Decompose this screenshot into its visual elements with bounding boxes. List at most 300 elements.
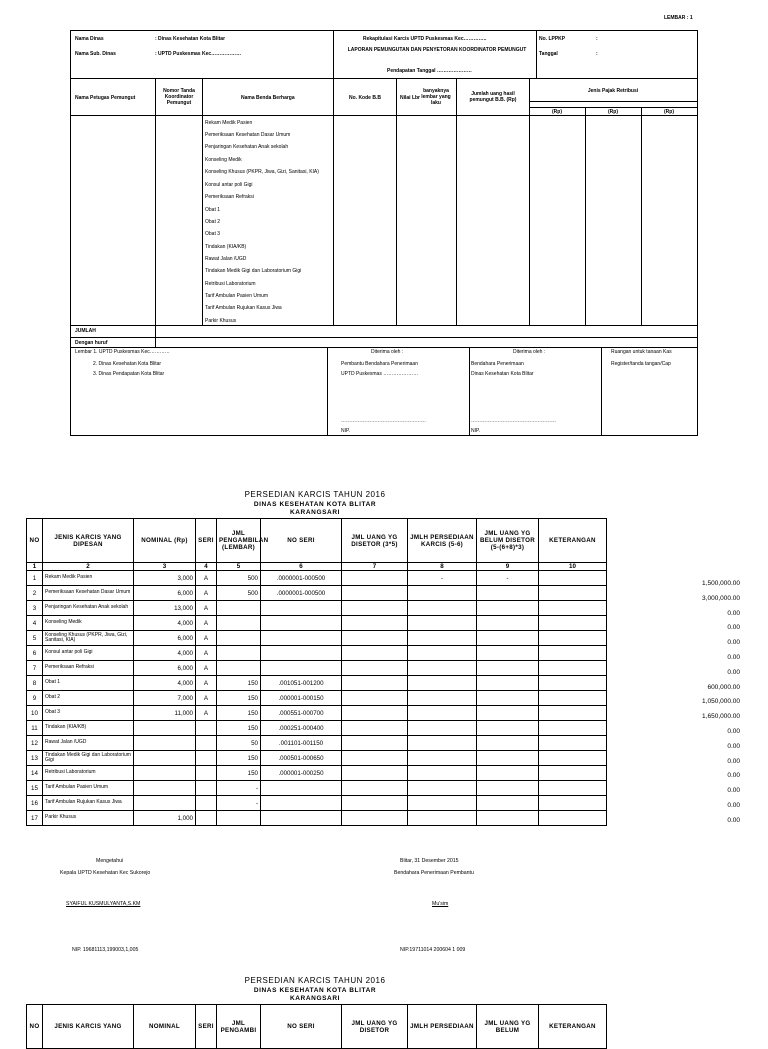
form-item: Penjaringan Kesehatan Anak sekolah bbox=[205, 144, 289, 150]
nip-bendahara: NIP.19711014 200604 1 009 bbox=[400, 947, 466, 953]
row-jenis: Tindakan Medik Gigi dan Laboratorium Gigi bbox=[43, 751, 134, 766]
row-setor bbox=[342, 571, 408, 586]
row-nominal: 13,000 bbox=[134, 601, 196, 616]
idx-cell: 2 bbox=[43, 563, 134, 571]
th2-jml: JML PENGAMBI bbox=[217, 1005, 261, 1049]
row-jml: 500 bbox=[217, 571, 261, 586]
form-item: Pemeriksaan Refraksi bbox=[205, 194, 254, 200]
row-jml bbox=[217, 661, 261, 676]
row-jenis: Obat 1 bbox=[43, 676, 134, 691]
row-jenis: Pemeriksaan Kesehatan Dasar Umum bbox=[43, 586, 134, 601]
table-row bbox=[27, 736, 607, 751]
external-amount: 0.00 bbox=[727, 816, 740, 824]
row-jml bbox=[217, 631, 261, 646]
form-item: Tarif Ambulan Pasien Umum bbox=[205, 293, 269, 299]
external-amount: 1,050,000.00 bbox=[702, 698, 740, 706]
row-no: 7 bbox=[27, 661, 43, 676]
uptd-puskesmas: UPTD Puskesmas ………………… bbox=[341, 371, 419, 377]
row-persediaan bbox=[408, 631, 477, 646]
external-amount: 0.00 bbox=[727, 668, 740, 676]
th-jenis: JENIS KARCIS YANG DIPESAN bbox=[43, 519, 134, 563]
th2-seri: SERI bbox=[196, 1005, 217, 1049]
row-jml: 150 bbox=[217, 691, 261, 706]
col-rp-3: (Rp) bbox=[664, 109, 674, 115]
form-item: Konsul antar poli Gigi bbox=[205, 182, 253, 188]
row-seri bbox=[196, 736, 217, 751]
row-jenis: Obat 3 bbox=[43, 706, 134, 721]
row-jml: 150 bbox=[217, 706, 261, 721]
col-rp-2: (Rp) bbox=[608, 109, 618, 115]
row-jenis: Obat 2 bbox=[43, 691, 134, 706]
table-row bbox=[27, 661, 607, 676]
nama-sub-dinas-value: : UPTD Puskesmas Kec……………… bbox=[155, 51, 242, 57]
pemungutan-form bbox=[70, 30, 698, 436]
row-noseri bbox=[261, 616, 342, 631]
form-item: Obat 1 bbox=[205, 207, 221, 213]
row-noseri bbox=[261, 646, 342, 661]
th-keterangan: KETERANGAN bbox=[539, 519, 607, 563]
row-nominal bbox=[134, 766, 196, 781]
row-jenis: Retribusi Laboratorium bbox=[43, 766, 134, 781]
th-no: NO bbox=[27, 519, 43, 563]
row-no: 3 bbox=[27, 601, 43, 616]
inventory2-subtitle-2: KARANGSARI bbox=[289, 995, 341, 1002]
row-nominal: 4,000 bbox=[134, 676, 196, 691]
row-setor bbox=[342, 736, 408, 751]
row-nominal bbox=[134, 781, 196, 796]
row-no: 2 bbox=[27, 586, 43, 601]
row-seri: A bbox=[196, 616, 217, 631]
row-keterangan bbox=[539, 631, 607, 646]
inventory2-title: PERSEDIAN KARCIS TAHUN 2016 bbox=[244, 976, 386, 985]
form-item: Obat 2 bbox=[205, 219, 221, 225]
row-jenis: Tarif Ambulan Rujukan Kasus Jiwa bbox=[43, 796, 134, 811]
dotline-2: …………………………………………… bbox=[471, 418, 556, 424]
inventory-subtitle-2: KARANGSARI bbox=[289, 509, 341, 516]
row-seri: A bbox=[196, 631, 217, 646]
row-seri: A bbox=[196, 601, 217, 616]
nama-sub-dinas-label: Nama Sub. Dinas bbox=[75, 51, 116, 57]
row-noseri bbox=[261, 661, 342, 676]
row-nominal: 6,000 bbox=[134, 586, 196, 601]
th2-no-seri: NO SERI bbox=[261, 1005, 342, 1049]
external-amount: 0.00 bbox=[727, 787, 740, 795]
nip-1: NIP. bbox=[341, 428, 351, 434]
row-jml bbox=[217, 646, 261, 661]
form-item: Tindakan (KIA/KB) bbox=[205, 244, 247, 250]
row-nominal bbox=[134, 796, 196, 811]
idx-cell: 5 bbox=[217, 563, 261, 571]
nip-kepala: NIP. 19681113,199003,1,005 bbox=[72, 947, 139, 953]
pembantu-bendahara: Pembantu Bendahara Penerimaan bbox=[341, 361, 418, 367]
form-item: Obat 3 bbox=[205, 231, 221, 237]
col-jumlah: Jumlah uang hasil pemungut B.B. (Rp) bbox=[469, 91, 517, 103]
row-belum bbox=[477, 736, 539, 751]
row-nominal: 6,000 bbox=[134, 631, 196, 646]
row-no: 6 bbox=[27, 646, 43, 661]
external-amount: 0.00 bbox=[727, 742, 740, 750]
th-jml-pengambilan: JML PENGAMBILAN (LEMBAR) bbox=[217, 519, 261, 563]
row-persediaan bbox=[408, 781, 477, 796]
row-belum bbox=[477, 601, 539, 616]
dotline-1: …………………………………………… bbox=[341, 418, 426, 424]
th2-persediaan: JMLH PERSEDIAAN bbox=[408, 1005, 477, 1049]
th-no-seri: NO SERI bbox=[261, 519, 342, 563]
diterima-oleh-2: Diterima oleh : bbox=[513, 349, 546, 355]
tanggal-ttd: Blitar, 31 Desember 2015 bbox=[400, 858, 459, 864]
external-amount: 0.00 bbox=[727, 639, 740, 647]
row-no: 8 bbox=[27, 676, 43, 691]
no-lppkp-label: No. LPPKP bbox=[539, 36, 566, 42]
row-belum bbox=[477, 616, 539, 631]
idx-cell: 6 bbox=[261, 563, 342, 571]
row-keterangan bbox=[539, 751, 607, 766]
row-jml: 150 bbox=[217, 721, 261, 736]
row-keterangan bbox=[539, 586, 607, 601]
th-nominal: NOMINAL (Rp) bbox=[134, 519, 196, 563]
row-jenis: Rekam Medik Pasien bbox=[43, 571, 134, 586]
inventory2-table bbox=[26, 1004, 607, 1049]
row-setor bbox=[342, 691, 408, 706]
table-row bbox=[27, 601, 607, 616]
external-amount: 0.00 bbox=[727, 728, 740, 735]
row-persediaan bbox=[408, 691, 477, 706]
row-noseri bbox=[261, 811, 342, 826]
row-setor bbox=[342, 676, 408, 691]
diterima-oleh-1: Diterima oleh : bbox=[371, 349, 404, 355]
row-persediaan bbox=[408, 721, 477, 736]
lembar-3: 3. Dinas Pendapatan Kota Blitar bbox=[93, 371, 165, 377]
row-persediaan bbox=[408, 751, 477, 766]
row-setor bbox=[342, 796, 408, 811]
col-nama-benda: Nama Benda Berharga bbox=[241, 95, 295, 101]
row-jenis: Rawat Jalan /UGD bbox=[43, 736, 134, 751]
row-nominal: 1,000 bbox=[134, 811, 196, 826]
row-jenis: Tarif Ambulan Pasien Umum bbox=[43, 781, 134, 796]
row-keterangan bbox=[539, 691, 607, 706]
bendahara-penerimaan: Bendahara Penerimaan bbox=[471, 361, 524, 367]
th2-no: NO bbox=[27, 1005, 43, 1049]
row-noseri bbox=[261, 796, 342, 811]
row-persediaan bbox=[408, 676, 477, 691]
row-keterangan bbox=[539, 616, 607, 631]
col-banyaknya: banyaknya lembar yang laku bbox=[421, 88, 451, 106]
form-item: Rekam Medik Pasien bbox=[205, 120, 253, 126]
row-seri: A bbox=[196, 691, 217, 706]
th2-disetor: JML UANG YG DISETOR bbox=[342, 1005, 408, 1049]
register-cap: Register/tanda tangan/Cap bbox=[611, 361, 671, 367]
row-keterangan bbox=[539, 676, 607, 691]
row-no: 15 bbox=[27, 781, 43, 796]
row-setor bbox=[342, 721, 408, 736]
row-setor bbox=[342, 661, 408, 676]
col-jenis-pajak: Jenis Pajak Retribusi bbox=[587, 88, 639, 94]
row-keterangan bbox=[539, 796, 607, 811]
col-rp-1: (Rp) bbox=[552, 109, 562, 115]
dengan-huruf-label: Dengan huruf bbox=[75, 340, 108, 346]
row-jml bbox=[217, 616, 261, 631]
table-row bbox=[27, 646, 607, 661]
bendahara-pembantu: Bendahara Penerimaan Pembantu bbox=[394, 870, 474, 876]
row-jml bbox=[217, 811, 261, 826]
row-noseri: .001101-001150 bbox=[261, 736, 342, 751]
row-noseri: .000501-000650 bbox=[261, 751, 342, 766]
external-amount: 1,500,000.00 bbox=[702, 580, 740, 587]
row-keterangan bbox=[539, 721, 607, 736]
row-nominal bbox=[134, 751, 196, 766]
idx-cell: 3 bbox=[134, 563, 196, 571]
row-belum bbox=[477, 811, 539, 826]
idx-cell: 7 bbox=[342, 563, 408, 571]
row-setor bbox=[342, 586, 408, 601]
lembar-2: 2. Dinas Kesehatan Kota Blitar bbox=[93, 361, 162, 367]
row-belum bbox=[477, 796, 539, 811]
idx-cell: 1 bbox=[27, 563, 43, 571]
row-belum bbox=[477, 691, 539, 706]
row-no: 5 bbox=[27, 631, 43, 646]
row-persediaan bbox=[408, 706, 477, 721]
row-no: 11 bbox=[27, 721, 43, 736]
form-item: Tarif Ambulan Rujukan Kasus Jiwa bbox=[205, 305, 282, 311]
row-seri bbox=[196, 781, 217, 796]
inventory2-subtitle-1: DINAS KESEHATAN KOTA BLITAR bbox=[253, 987, 377, 994]
external-amount: 0.00 bbox=[727, 624, 740, 632]
th-seri: SERI bbox=[196, 519, 217, 563]
row-no: 17 bbox=[27, 811, 43, 826]
row-noseri: .0000001-000500 bbox=[261, 571, 342, 586]
row-keterangan bbox=[539, 811, 607, 826]
row-seri: A bbox=[196, 676, 217, 691]
external-amount: 0.00 bbox=[727, 609, 740, 617]
th-belum-disetor: JML UANG YG BELUM DISETOR (5-(6+8)*3) bbox=[477, 519, 539, 563]
row-jenis: Pemeriksaan Refraksi bbox=[43, 661, 134, 676]
row-no: 16 bbox=[27, 796, 43, 811]
nip-2: NIP. bbox=[471, 428, 481, 434]
row-jenis: Konseling Khusus (PKPR, Jiwa, Gizi, Sanitasi, KIA) bbox=[43, 631, 134, 646]
row-persediaan bbox=[408, 766, 477, 781]
table-row bbox=[27, 676, 607, 691]
row-persediaan bbox=[408, 811, 477, 826]
pendapatan-tanggal: Pendapatan Tanggal ………………… bbox=[387, 68, 472, 74]
row-seri: A bbox=[196, 706, 217, 721]
row-seri bbox=[196, 751, 217, 766]
form-item: Rawat Jalan /UGD bbox=[205, 256, 247, 262]
row-setor bbox=[342, 631, 408, 646]
row-jml: 500 bbox=[217, 586, 261, 601]
table-row bbox=[27, 571, 607, 586]
row-belum bbox=[477, 781, 539, 796]
row-noseri bbox=[261, 631, 342, 646]
tanggal-label: Tanggal bbox=[539, 51, 558, 57]
row-belum bbox=[477, 676, 539, 691]
row-jenis: Parkir Khusus bbox=[43, 811, 134, 826]
nama-dinas-value: : Dinas Kesehatan Kota Blitar bbox=[155, 36, 226, 42]
row-belum bbox=[477, 631, 539, 646]
row-keterangan bbox=[539, 571, 607, 586]
row-persediaan bbox=[408, 586, 477, 601]
jumlah-label: JUMLAH bbox=[75, 328, 96, 334]
row-jml bbox=[217, 601, 261, 616]
inventory-table bbox=[26, 518, 607, 826]
row-persediaan bbox=[408, 736, 477, 751]
row-seri: A bbox=[196, 646, 217, 661]
row-jenis: Konsul antar poli Gigi bbox=[43, 646, 134, 661]
row-noseri: .000251-000400 bbox=[261, 721, 342, 736]
row-belum bbox=[477, 646, 539, 661]
row-jml: - bbox=[217, 781, 261, 796]
th2-keterangan: KETERANGAN bbox=[539, 1005, 607, 1049]
kepala-uptd: Kepala UPTD Kesehatan Kec Sukorejo bbox=[60, 870, 151, 876]
row-setor bbox=[342, 646, 408, 661]
row-jenis: Konseling Medik bbox=[43, 616, 134, 631]
row-jml: 50 bbox=[217, 736, 261, 751]
row-noseri: .001051-001200 bbox=[261, 676, 342, 691]
row-nominal bbox=[134, 721, 196, 736]
nama-dinas-label: Nama Dinas bbox=[75, 36, 104, 42]
row-belum bbox=[477, 766, 539, 781]
row-noseri: .0000001-000500 bbox=[261, 586, 342, 601]
ruangan-kas: Ruangan untuk tanaan Kas bbox=[611, 349, 672, 355]
row-nominal: 6,000 bbox=[134, 661, 196, 676]
row-jml: 150 bbox=[217, 766, 261, 781]
col-nama-petugas: Nama Petugas Pemungut bbox=[75, 95, 136, 101]
col-nilai: Nilai Lbr bbox=[400, 95, 421, 101]
row-no: 13 bbox=[27, 751, 43, 766]
row-nominal bbox=[134, 736, 196, 751]
row-jenis: Tindakan (KIA/KB) bbox=[43, 721, 134, 736]
row-seri bbox=[196, 766, 217, 781]
no-lppkp-colon: : bbox=[596, 36, 598, 42]
row-belum bbox=[477, 751, 539, 766]
row-noseri bbox=[261, 601, 342, 616]
external-amount: 3,000,000.00 bbox=[702, 594, 740, 602]
form-item: Parkir Khusus bbox=[205, 318, 237, 324]
row-setor bbox=[342, 751, 408, 766]
dinkes-kota: Dinas Kesehatan Kota Blitar bbox=[471, 371, 534, 377]
inventory-rows bbox=[27, 571, 607, 826]
row-belum: - bbox=[477, 571, 539, 586]
th2-jenis: JENIS KARCIS YANG bbox=[43, 1005, 134, 1049]
row-seri bbox=[196, 721, 217, 736]
row-keterangan bbox=[539, 706, 607, 721]
table-row bbox=[27, 706, 607, 721]
table-row bbox=[27, 796, 607, 811]
row-belum bbox=[477, 661, 539, 676]
form-item: Konseling Medik bbox=[205, 157, 242, 163]
external-amount: 0.00 bbox=[727, 757, 740, 765]
row-persediaan bbox=[408, 616, 477, 631]
table-row bbox=[27, 616, 607, 631]
th-jml-disetor: JML UANG YG DISETOR (3*5) bbox=[342, 519, 408, 563]
row-persediaan bbox=[408, 601, 477, 616]
external-amount: 0.00 bbox=[727, 654, 740, 661]
col-no-kode: No. Kode B.B bbox=[349, 95, 381, 101]
laporan-title: LAPORAN PEMUNGUTAN DAN PENYETORAN KOORDINATOR PEMUNGUT bbox=[347, 47, 527, 53]
th2-belum: JML UANG YG BELUM bbox=[477, 1005, 539, 1049]
row-keterangan bbox=[539, 781, 607, 796]
table-row bbox=[27, 631, 607, 646]
nama-kepala: SYAIFUL KUSMULYANTA,S.KM bbox=[66, 901, 141, 907]
row-keterangan bbox=[539, 646, 607, 661]
lembar-1: Lembar 1. UPTD Puskesmas Kec………… bbox=[75, 349, 170, 355]
row-jenis: Penjaringan Kesehatan Anak sekolah bbox=[43, 601, 134, 616]
external-amount: 600,000.00 bbox=[707, 683, 740, 691]
row-seri bbox=[196, 796, 217, 811]
table-row bbox=[27, 721, 607, 736]
form-item: Retribusi Laboratorium bbox=[205, 281, 256, 287]
idx-cell: 10 bbox=[539, 563, 607, 571]
col-nomor-tanda: Nomor Tanda Koordinator Pemungut bbox=[163, 88, 195, 106]
row-noseri bbox=[261, 781, 342, 796]
row-no: 4 bbox=[27, 616, 43, 631]
row-setor bbox=[342, 616, 408, 631]
row-nominal: 7,000 bbox=[134, 691, 196, 706]
row-keterangan bbox=[539, 661, 607, 676]
row-persediaan bbox=[408, 646, 477, 661]
row-nominal: 4,000 bbox=[134, 616, 196, 631]
th-persediaan: JMLH PERSEDIAAN KARCIS (5-6) bbox=[408, 519, 477, 563]
row-nominal: 11,000 bbox=[134, 706, 196, 721]
row-nominal: 4,000 bbox=[134, 646, 196, 661]
row-no: 14 bbox=[27, 766, 43, 781]
external-amount: 0.00 bbox=[727, 772, 740, 780]
row-seri: A bbox=[196, 571, 217, 586]
page-label: LEMBAR : 1 bbox=[664, 15, 693, 21]
row-jml: 150 bbox=[217, 676, 261, 691]
row-nominal: 3,000 bbox=[134, 571, 196, 586]
table-row bbox=[27, 781, 607, 796]
row-keterangan bbox=[539, 766, 607, 781]
row-no: 10 bbox=[27, 706, 43, 721]
idx-cell: 9 bbox=[477, 563, 539, 571]
table-row bbox=[27, 751, 607, 766]
row-persediaan bbox=[408, 796, 477, 811]
external-amount: 1,650,000.00 bbox=[702, 713, 740, 721]
row-setor bbox=[342, 706, 408, 721]
th2-nominal: NOMINAL bbox=[134, 1005, 196, 1049]
row-keterangan bbox=[539, 601, 607, 616]
idx-cell: 4 bbox=[196, 563, 217, 571]
nama-bendahara: Mu'sim bbox=[432, 901, 449, 907]
row-seri: A bbox=[196, 661, 217, 676]
form-item: Konseling Khusus (PKPR, Jiwa, Gizi, Sanitasi, KIA) bbox=[205, 169, 319, 175]
inventory-title: PERSEDIAN KARCIS TAHUN 2016 bbox=[244, 490, 386, 499]
row-no: 1 bbox=[27, 571, 43, 586]
row-no: 12 bbox=[27, 736, 43, 751]
row-seri bbox=[196, 811, 217, 826]
inventory-subtitle-1: DINAS KESEHATAN KOTA BLITAR bbox=[253, 501, 377, 508]
table-row bbox=[27, 811, 607, 826]
tanggal-colon: : bbox=[596, 51, 598, 57]
row-persediaan: - bbox=[408, 571, 477, 586]
row-setor bbox=[342, 601, 408, 616]
mengetahui: Mengetahui bbox=[96, 858, 124, 864]
row-setor bbox=[342, 811, 408, 826]
row-setor bbox=[342, 766, 408, 781]
row-noseri: .000001-000150 bbox=[261, 691, 342, 706]
row-keterangan bbox=[539, 736, 607, 751]
table-row bbox=[27, 691, 607, 706]
row-persediaan bbox=[408, 661, 477, 676]
table-row bbox=[27, 766, 607, 781]
row-jml: - bbox=[217, 796, 261, 811]
row-jml: 150 bbox=[217, 751, 261, 766]
row-belum bbox=[477, 721, 539, 736]
form-item: Pemeriksaan Kesehatan Dasar Umum bbox=[205, 132, 291, 138]
row-noseri: .000001-000250 bbox=[261, 766, 342, 781]
idx-cell: 8 bbox=[408, 563, 477, 571]
table-row bbox=[27, 586, 607, 601]
